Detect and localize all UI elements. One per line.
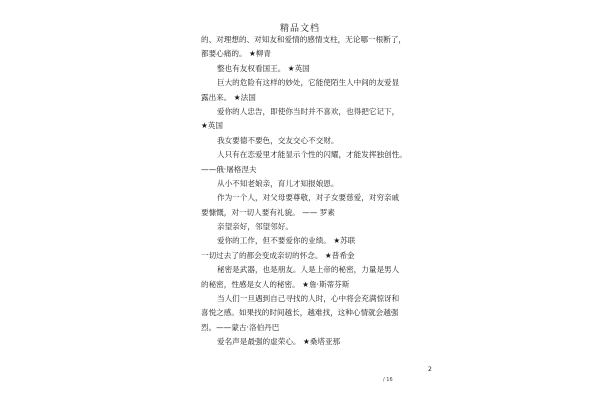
page-number: 2 [428,366,432,373]
text-line: 整也有友权看国王。 ★英国 [217,63,310,73]
text-line: 的、对理想的、对知友和爱情的感情支柱，无论哪一根断了， [201,35,407,44]
text-line: 巨大的危险有这样的妙处，它能使陌生人中间的友爱显 [217,78,400,88]
page-header-title: 精品文档 [279,24,320,34]
text-line: 作为一个人，对父母要尊敬，对子女要慈爱，对穷亲戚 [217,193,400,203]
text-line: 我女要德不要色，交友交心不交财。 [217,135,339,145]
text-line: ★英国 [201,121,223,131]
text-line: 喜悦之感。如果找的时间越长，越难找，这种心情就会越强 [201,308,399,318]
text-line: 爱你的人忠告，即使你当时并不喜欢，也得把它记下， [217,106,400,116]
text-line: 的秘密，性感是女人的秘密。 ★詹·斯蒂芬斯 [201,279,350,289]
text-line: 秘密是武器，也是朋友。人是上帝的秘密，力量是男人 [217,265,400,275]
text-line: 爱名声是最强的虚荣心。 ★桑塔亚那 [217,337,341,347]
text-line: 都要心痛的。 ★柳青 [201,49,271,59]
text-line: 烈。——蒙古·洛伯丹巴 [201,322,280,332]
text-line: 从小不知老娘亲，育儿才知报娘恩。 [217,178,339,188]
document-body [201,33,411,350]
text-line: 人只有在恋爱里才能显示个性的闪耀，才能发挥独创性。 [217,150,407,160]
text-line: 露出来。 ★法国 [201,92,256,102]
text-line: 当人们一旦遇到自己寻找的人时，心中将会充满惊讶和 [217,294,400,304]
text-line: ——俄·屠格涅夫 [201,164,257,174]
text-line: 亲望亲好，邻望邻好。 [217,222,293,232]
page-total: / 16 [383,377,393,383]
text-line: 要慷慨，对一切人要有礼貌。 —— 罗素 [201,207,335,217]
text-line: 爱你的工作，但不要爱你的业绩。 ★苏联 [217,236,356,246]
text-line: 一切过去了的都会变成亲切的怀念。 ★普希金 [201,250,355,260]
